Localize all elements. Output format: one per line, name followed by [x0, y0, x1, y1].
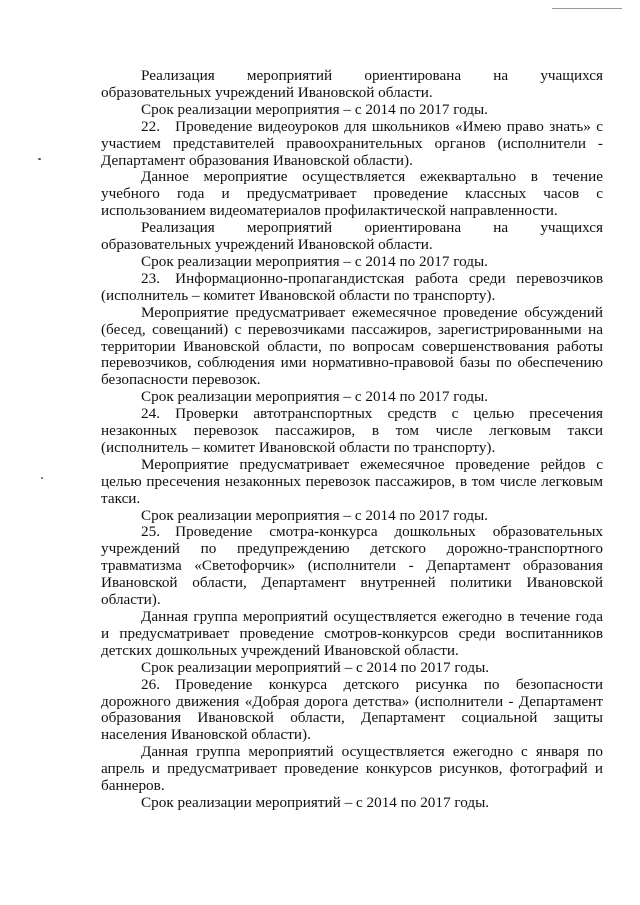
paragraph-period: Срок реализации мероприятий – с 2014 по 2017 годы.: [141, 658, 490, 676]
paragraph-description: Данная группа мероприятий осуществляется ежегодно в течение года и предусматривает проведение смотров-конкурсов среди воспитанников детских дошкольных учреждений Ивановской области.: [101, 608, 603, 659]
paragraph-item-23: 23. Информационно-пропагандистская работа среди перевозчиков (исполнитель – комитет Ивановской области по транспорту).: [101, 269, 603, 304]
paragraph-period: Срок реализации мероприятия – с 2014 по 2017 годы.: [141, 506, 488, 524]
scan-speck: [41, 477, 43, 479]
paragraph-period: Срок реализации мероприятия – с 2014 по 2017 годы.: [141, 388, 488, 406]
paragraph-period: Срок реализации мероприятия – с 2014 по 2017 годы.: [141, 252, 488, 270]
paragraph-period: Срок реализации мероприятия – с 2014 по 2017 годы.: [141, 100, 488, 118]
paragraph-period: Срок реализации мероприятий – с 2014 по 2017 годы.: [141, 793, 490, 811]
paragraph-description: Данное мероприятие осуществляется ежеквартально в течение учебного года и предусматривает проведение классных часов с использованием видеоматериалов профилактической направленности.: [101, 168, 603, 220]
paragraph-item-22: 22. Проведение видеоуроков для школьников «Имею право знать» с участием представителей правоохранительных органов (исполнители - Департамент образования Ивановской области).: [101, 117, 603, 169]
paragraph-target-audience: Реализация мероприятий ориентирована на учащихся образовательных учреждений Ивановской области.: [101, 219, 603, 254]
paragraph-description: Данная группа мероприятий осуществляется ежегодно с января по апрель и предусматривает проведение конкурсов рисунков, фотографий и баннеров.: [101, 743, 603, 795]
paragraph-target-audience: Реализация мероприятий ориентирована на учащихся образовательных учреждений Ивановской области.: [101, 67, 603, 101]
paragraph-description: Мероприятие предусматривает ежемесячное проведение рейдов с целью пресечения незаконных перевозок пассажиров, в том числе легковым такси.: [101, 455, 603, 507]
paragraph-item-26: 26. Проведение конкурса детского рисунка по безопасности дорожного движения «Добрая дорога детства» (исполнители - Департамент образования Ивановской области, Департамент социальной защиты населения Ивановской области).: [101, 675, 603, 744]
paragraph-item-25: 25. Проведение смотра-конкурса дошкольных образовательных учреждений по предупреждению детского дорожно-транспортного травматизма «Светофорчик» (исполнители - Департамент образования Ивановской области, Департамент внутренней политики Ивановской области).: [101, 523, 603, 609]
document-page: [101, 68, 603, 812]
scan-edge-mark: [552, 8, 622, 9]
scan-speck: [38, 158, 41, 160]
paragraph-item-24: 24. Проверки автотранспортных средств с целью пресечения незаконных перевозок пассажиров, в том числе легковым такси (исполнитель – комитет Ивановской области по транспорту).: [101, 405, 603, 456]
paragraph-description: Мероприятие предусматривает ежемесячное проведение обсуждений (бесед, совещаний) с перевозчиками пассажиров, зарегистрированными на территории Ивановской области, по вопросам совершенствования работы перевозчиков, соблюдения ими нормативно-правовой базы по обеспечению безопасности перевозок.: [101, 303, 603, 389]
